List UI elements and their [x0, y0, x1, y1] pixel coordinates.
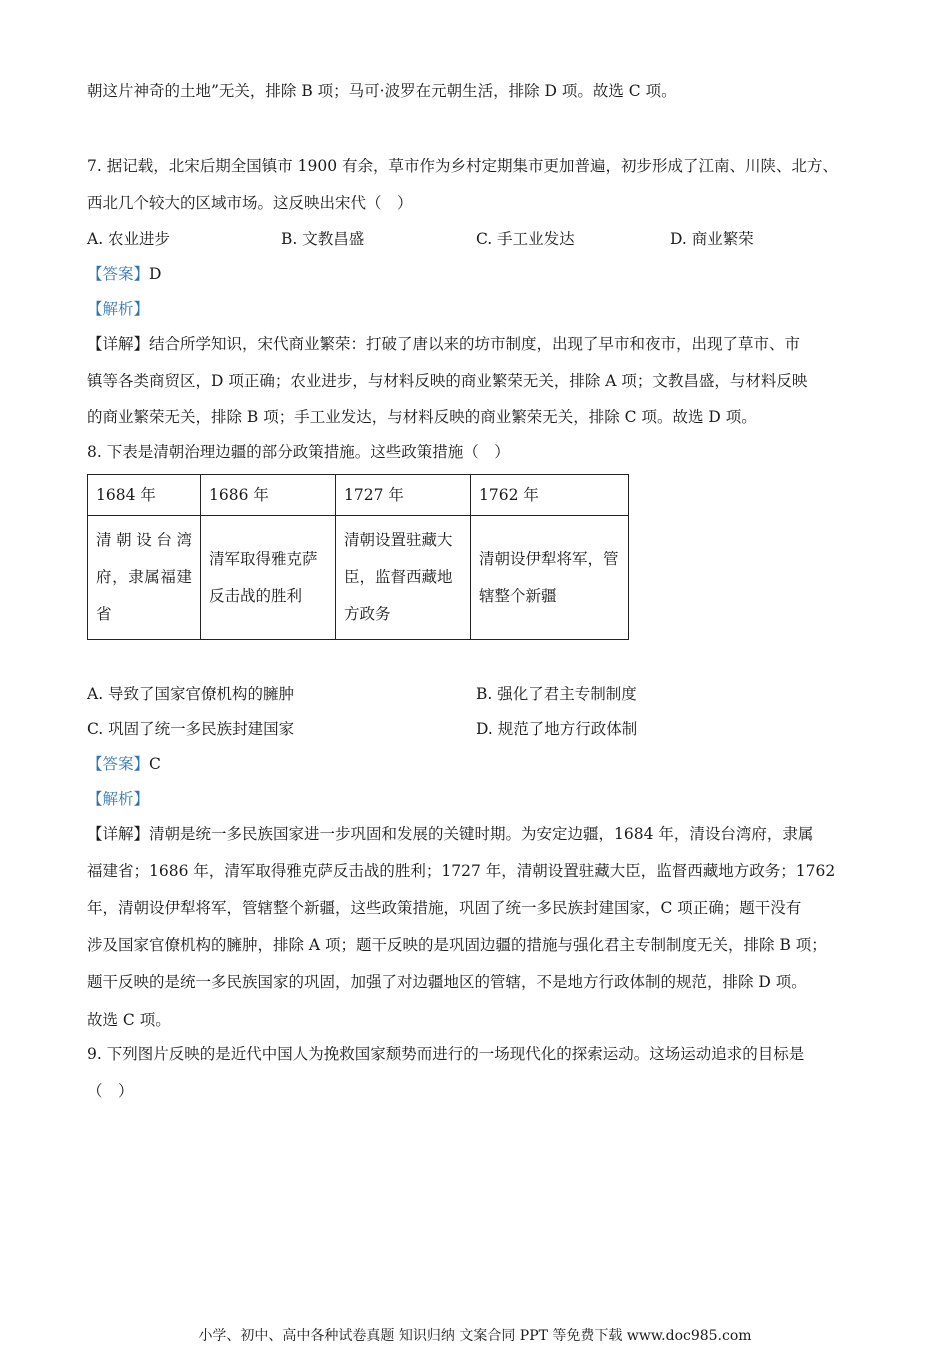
detail-label: 【详解】 [87, 335, 150, 353]
q7-analysis-label: 【解析】 [87, 300, 150, 318]
q7-detail-line-2: 镇等各类商贸区，D 项正确；农业进步，与材料反映的商业繁荣无关，排除 A 项；文教昌盛，与材料反映 [87, 372, 808, 390]
q7-stem-line-1: 7. 据记载，北宋后期全国镇市 1900 有余，草市作为乡村定期集市更加普遍，初步形成了江南、川陕、北方、 [87, 157, 839, 175]
q8-option-b: B. 强化了君主专制制度 [476, 685, 637, 703]
table-cell: 清朝设台湾府，隶属福建省 [88, 516, 201, 640]
table-header-cell: 1684 年 [88, 475, 201, 516]
table-cell: 清朝设置驻藏大臣，监督西藏地方政务 [336, 516, 471, 640]
table-cell: 清朝设伊犁将军，管辖整个新疆 [471, 516, 629, 640]
page-footer: 小学、初中、高中各种试卷真题 知识归纳 文案合同 PPT 等免费下载 www.doc985.com [198, 1328, 752, 1344]
q7-option-d: D. 商业繁荣 [670, 230, 754, 248]
detail-label: 【详解】 [87, 825, 150, 843]
q7-option-b: B. 文教昌盛 [281, 230, 365, 248]
table-header-cell: 1727 年 [336, 475, 471, 516]
q7-answer [87, 264, 161, 284]
q7-detail-line-1 [87, 334, 800, 354]
q8-option-d: D. 规范了地方行政体制 [476, 720, 638, 738]
q8-analysis-label: 【解析】 [87, 790, 150, 808]
table-header-cell: 1686 年 [201, 475, 336, 516]
answer-value: C [149, 755, 161, 773]
q8-stem: 8. 下表是清朝治理边疆的部分政策措施。这些政策措施（ ） [87, 443, 510, 461]
q8-option-a: A. 导致了国家官僚机构的臃肿 [87, 685, 295, 703]
q8-option-c: C. 巩固了统一多民族封建国家 [87, 720, 295, 738]
q7-option-a: A. 农业进步 [87, 230, 171, 248]
q9-stem-line-2: （ ） [87, 1082, 134, 1100]
q7-detail-line-3: 的商业繁荣无关，排除 B 项；手工业发达，与材料反映的商业繁荣无关，排除 C 项。故选 D 项。 [87, 408, 757, 426]
q9-stem-line-1: 9. 下列图片反映的是近代中国人为挽救国家颓势而进行的一场现代化的探索运动。这场运动追求的目标是 [87, 1045, 805, 1063]
table-header-row [88, 475, 629, 516]
q8-detail-line-5: 题干反映的是统一多民族国家的巩固，加强了对边疆地区的管辖，不是地方行政体制的规范，排除 D 项。 [87, 973, 807, 991]
table-cell: 清军取得雅克萨反击战的胜利 [201, 516, 336, 640]
answer-label: 【答案】 [87, 265, 150, 283]
q7-stem-line-2: 西北几个较大的区域市场。这反映出宋代（ ） [87, 194, 413, 212]
detail-text: 清朝是统一多民族国家进一步巩固和发展的关键时期。为安定边疆，1684 年，清设台湾府，隶属 [149, 825, 814, 843]
q8-detail-line-4: 涉及国家官僚机构的臃肿，排除 A 项；题干反映的是巩固边疆的措施与强化君主专制制度无关，排除 B 项； [87, 936, 827, 954]
q7-option-c: C. 手工业发达 [476, 230, 575, 248]
detail-text: 结合所学知识，宋代商业繁荣：打破了唐以来的坊市制度，出现了早市和夜市，出现了草市、市 [149, 335, 801, 353]
answer-value: D [149, 265, 162, 283]
q8-detail-line-6: 故选 C 项。 [87, 1011, 171, 1029]
answer-label: 【答案】 [87, 755, 150, 773]
q8-answer [87, 754, 161, 774]
table-header-cell: 1762 年 [471, 475, 629, 516]
table-row [88, 516, 629, 640]
previous-explanation-tail: 朝这片神奇的土地”无关，排除 B 项；马可·波罗在元朝生活，排除 D 项。故选 C 项。 [87, 82, 677, 100]
policy-table [87, 474, 629, 640]
q8-detail-line-1 [87, 824, 813, 844]
q8-detail-line-2: 福建省；1686 年，清军取得雅克萨反击战的胜利；1727 年，清朝设置驻藏大臣，监督西藏地方政务；1762 [87, 862, 836, 880]
q8-detail-line-3: 年，清朝设伊犁将军，管辖整个新疆，这些政策措施，巩固了统一多民族封建国家，C 项正确；题干没有 [87, 899, 802, 917]
